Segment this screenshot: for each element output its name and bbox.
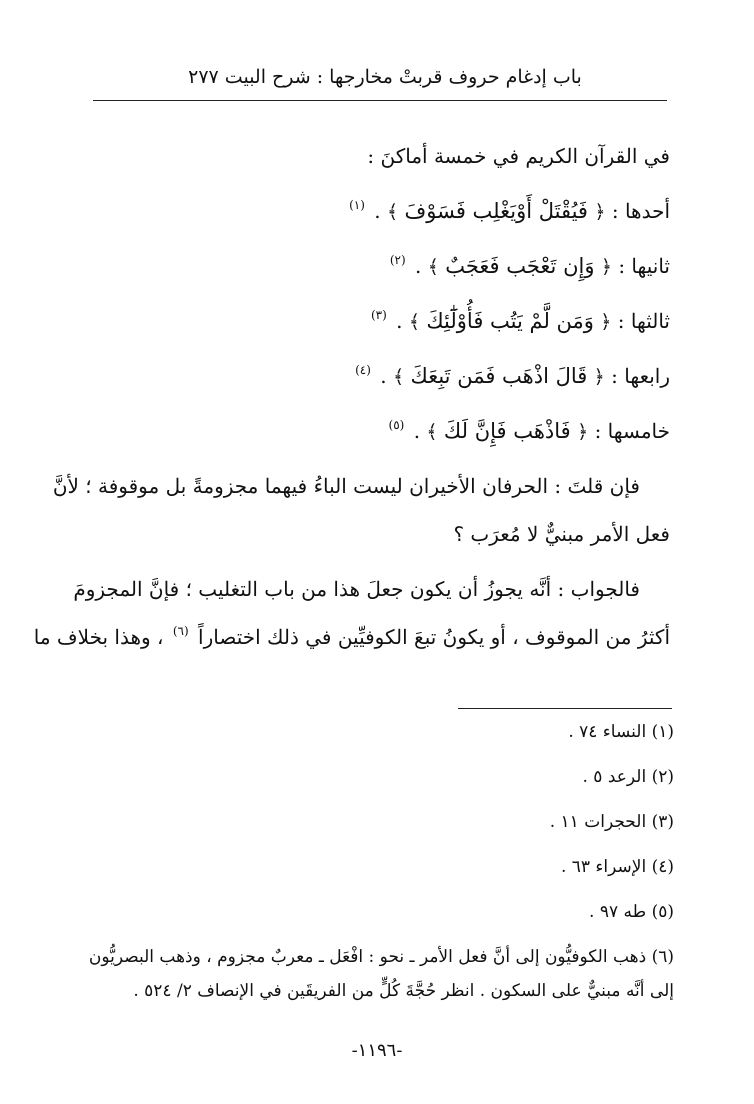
answer-line-1: فالجواب : أنَّه يجوزُ أن يكون جعلَ هذا من باب التغليب ؛ فإنَّ المجزومَ (73, 577, 640, 601)
period: . (374, 199, 381, 223)
place-label: رابعها : (611, 364, 670, 388)
running-title: باب إدغام حروف قربتْ مخارجها : شرح البيت ٢٧٧ (188, 66, 582, 88)
period: . (413, 419, 421, 443)
answer-text-end: ، وهذا بخلاف ما (33, 625, 164, 649)
place-line-5 (70, 417, 670, 445)
quran-verse: فَيُقْتَلْ أَوْيَغْلِب فَسَوْفَ (404, 199, 588, 223)
footnote-4: (٤) الإسراء ٦٣ . (560, 857, 674, 877)
place-line-4 (70, 362, 670, 390)
footnote-ref: (٦) (172, 624, 189, 638)
footnote-rule (458, 708, 672, 709)
ornate-bracket-open: ﴿ (577, 421, 589, 443)
footnote-ref: (٢) (389, 253, 406, 267)
period: . (396, 309, 403, 333)
place-line-2 (70, 252, 670, 280)
ornate-bracket-open: ﴿ (600, 256, 612, 278)
quran-verse: وَمَن لَّمْ يَتُب فَأُوْلَٰٓئِكَ (426, 309, 594, 333)
footnote-5: (٥) طه ٩٧ . (589, 902, 674, 922)
place-label: أحدها : (611, 199, 670, 223)
footnote-ref: (٣) (370, 308, 387, 322)
footnote-ref: (٤) (355, 363, 371, 377)
place-line-3 (70, 307, 670, 335)
quran-verse: وَإِن تَعْجَب فَعَجَبٌ (445, 254, 595, 278)
footnote-1: (١) النساء ٧٤ . (568, 722, 674, 742)
ornate-bracket-close: ﴾ (427, 256, 439, 278)
quran-verse: قَالَ اذْهَب فَمَن تَبِعَكَ (410, 364, 588, 388)
ornate-bracket-close: ﴾ (426, 421, 438, 443)
ornate-bracket-open: ﴿ (593, 366, 605, 388)
question-line-1: فإن قلتَ : الحرفان الأخيران ليست الباءُ فيهما مجزومةً بل موقوفة ؛ لأنَّ (52, 474, 640, 498)
place-label: خامسها : (594, 419, 670, 443)
ornate-bracket-open: ﴿ (594, 201, 606, 223)
place-label: ثالثها : (617, 309, 670, 333)
footnote-ref: (١) (349, 198, 365, 212)
footnote-6-line-1: (٦) ذهب الكوفيُّون إلى أنَّ فعل الأمر ـ نحو : افْعَل ـ معربٌ مجزوم ، وذهب البصريُّون (88, 947, 674, 967)
header-rule (93, 100, 667, 101)
place-label: ثانيها : (618, 254, 670, 278)
question-line-2: فعل الأمر مبنيٌّ لا مُعرَب ؟ (453, 522, 670, 546)
footnote-2: (٢) الرعد ٥ . (582, 767, 674, 787)
ornate-bracket-close: ﴾ (408, 311, 420, 333)
quran-verse: فَاذْهَب فَإِنَّ لَكَ (443, 419, 571, 443)
place-line-1 (70, 197, 670, 225)
intro-line: في القرآن الكريم في خمسة أماكنَ : (367, 144, 670, 168)
answer-text: أكثرُ من الموقوف ، أو يكونُ تبعَ الكوفيِّين في ذلك اختصاراً (198, 625, 670, 649)
answer-line-2 (33, 623, 670, 651)
page-number: -١١٩٦- (351, 1040, 403, 1061)
footnote-6-line-2: إلى أنَّه مبنيٌّ على السكون . انظر حُجَّةَ كُلٍّ من الفريقَين في الإنصاف ٢/ ٥٢٤ . (133, 981, 674, 1001)
period: . (415, 254, 422, 278)
footnotes (70, 719, 674, 1023)
footnote-3: (٣) الحجرات ١١ . (549, 812, 674, 832)
period: . (380, 364, 387, 388)
ornate-bracket-open: ﴿ (600, 311, 612, 333)
ornate-bracket-close: ﴾ (393, 366, 405, 388)
main-text (33, 142, 670, 678)
ornate-bracket-close: ﴾ (386, 201, 399, 223)
footnote-ref: (٥) (388, 418, 405, 432)
